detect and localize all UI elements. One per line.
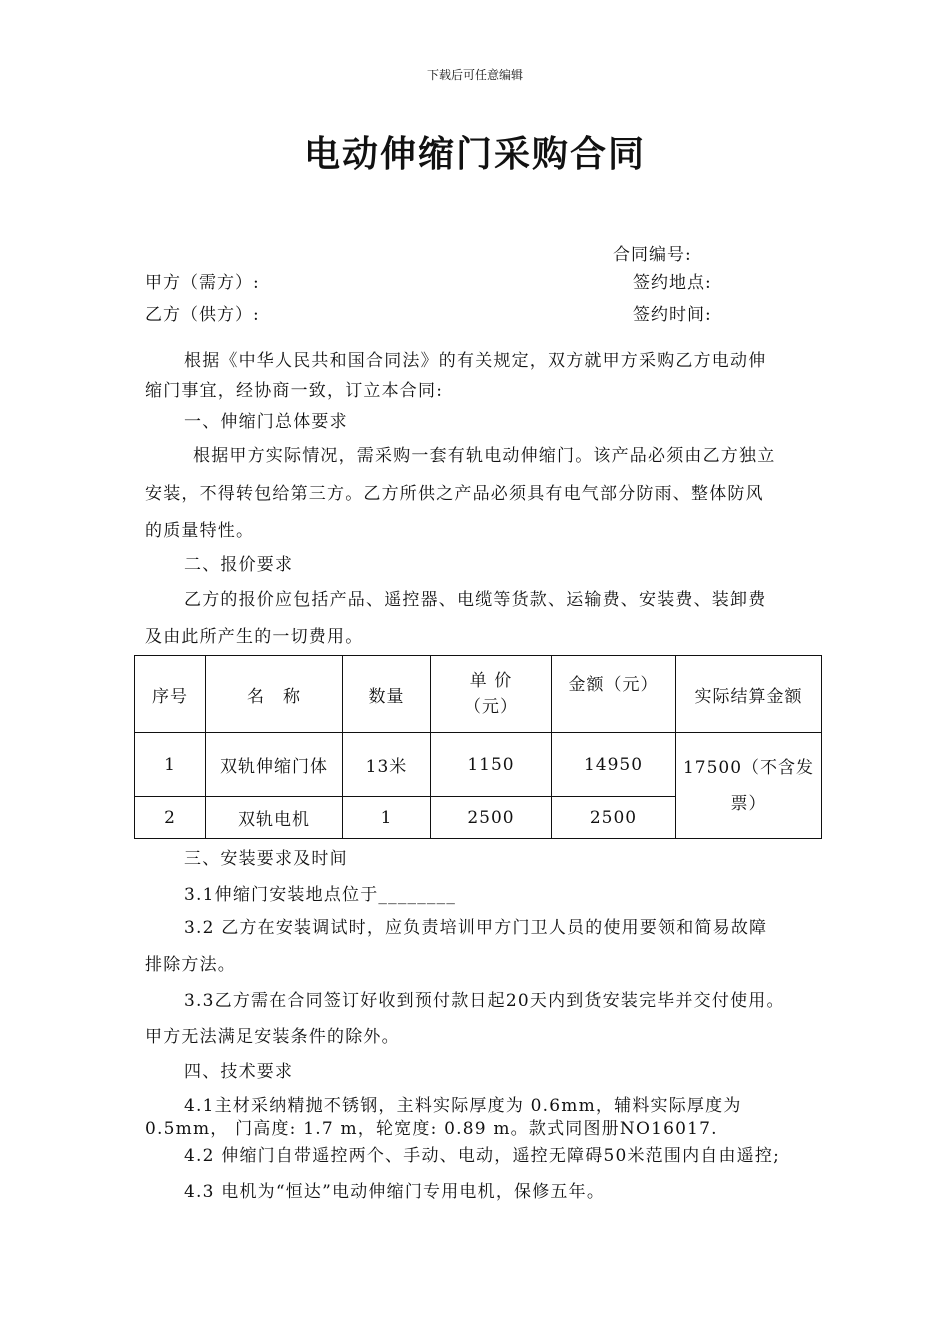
section1-line-3: 的质量特性。 — [145, 521, 255, 541]
table-row — [135, 733, 822, 797]
sign-place-label: 签约地点: — [633, 273, 712, 293]
sign-time-label: 签约时间: — [633, 305, 712, 325]
section2-heading: 二、报价要求 — [184, 555, 294, 575]
section2-line-1: 乙方的报价应包括产品、遥控器、电缆等货款、运输费、安装费、装卸费 — [184, 590, 767, 610]
section3-item3-line2: 甲方无法满足安装条件的除外。 — [145, 1027, 400, 1047]
section3-item3-line1: 3.3乙方需在合同签订好收到预付款日起20天内到货安装完毕并交付使用。 — [184, 991, 785, 1011]
section3-item2-line1: 3.2 乙方在安装调试时，应负责培训甲方门卫人员的使用要领和简易故障 — [184, 918, 768, 938]
header-qty: 数量 — [343, 656, 431, 733]
section4-item3: 4.3 电机为“恒达”电动伸缩门专用电机，保修五年。 — [184, 1182, 606, 1202]
price-table — [134, 655, 822, 839]
document-title: 电动伸缩门采购合同 — [303, 134, 646, 175]
row2-qty: 1 — [343, 797, 431, 839]
row1-unit-price: 1150 — [431, 733, 552, 797]
header-no: 序号 — [135, 656, 206, 733]
settlement-line-2: 票） — [730, 793, 767, 814]
row2-amount: 2500 — [552, 797, 676, 839]
section4-item1-line1: 4.1主材采纳精抛不锈钢，主料实际厚度为 0.6mm，辅料实际厚度为 — [184, 1096, 742, 1116]
section1-line-2: 安装，不得转包给第三方。乙方所供之产品必须具有电气部分防雨、整体防风 — [145, 484, 764, 504]
header-name: 名 称 — [206, 656, 343, 733]
party-a-label: 甲方（需方）: — [145, 273, 260, 293]
row1-name: 双轨伸缩门体 — [206, 733, 343, 797]
row2-name: 双轨电机 — [206, 797, 343, 839]
header-unit-price-line1: 单 价 — [469, 671, 513, 691]
header-settlement: 实际结算金额 — [676, 656, 822, 733]
settlement-cell — [676, 733, 822, 839]
section4-heading: 四、技术要求 — [184, 1062, 294, 1082]
row1-qty: 13米 — [343, 733, 431, 797]
party-b-label: 乙方（供方）: — [145, 305, 260, 325]
header-note: 下载后可任意编辑 — [426, 68, 523, 82]
row2-no: 2 — [135, 797, 206, 839]
row1-amount: 14950 — [552, 733, 676, 797]
table-header-row — [135, 656, 822, 733]
intro-line-1: 根据《中华人民共和国合同法》的有关规定，双方就甲方采购乙方电动伸 — [184, 351, 767, 371]
header-unit-price-line2: （元） — [464, 697, 518, 717]
row1-no: 1 — [135, 733, 206, 797]
row2-unit-price: 2500 — [431, 797, 552, 839]
section3-item1: 3.1伸缩门安装地点位于________ — [184, 885, 457, 905]
header-unit-price — [431, 656, 552, 733]
section3-heading: 三、安装要求及时间 — [184, 849, 348, 869]
section1-heading: 一、伸缩门总体要求 — [184, 412, 348, 432]
section2-line-2: 及由此所产生的一切费用。 — [145, 627, 364, 647]
section1-line-1: 根据甲方实际情况，需采购一套有轨电动伸缩门。该产品必须由乙方独立 — [193, 446, 776, 466]
contract-number-label: 合同编号: — [613, 245, 692, 265]
header-amount: 金额（元） — [552, 656, 676, 733]
settlement-line-1: 17500（不含发 — [682, 757, 815, 778]
intro-line-2: 缩门事宜，经协商一致，订立本合同: — [145, 381, 444, 401]
section4-item2: 4.2 伸缩门自带遥控两个、手动、电动，遥控无障碍50米范围内自由遥控; — [184, 1146, 780, 1166]
section3-item2-line2: 排除方法。 — [145, 955, 236, 975]
section4-item1-line2: 0.5mm， 门高度: 1.7 m，轮宽度: 0.89 m。款式同图册NO16017. — [145, 1119, 718, 1139]
